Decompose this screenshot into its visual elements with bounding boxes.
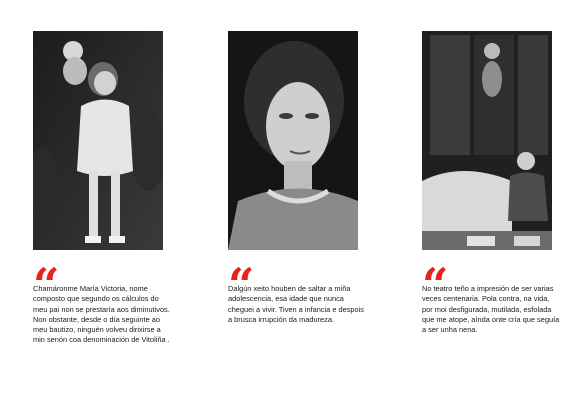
story-panel-2 (228, 0, 368, 400)
story-panel-3 (422, 0, 562, 400)
caption-text: Dalgún xeito houben de saltar a miña adolescencia, esa idade que nunca cheguei a vivir. Tiven a infancia e despois a brusca irrupción da madureza. (228, 284, 364, 324)
photo-child-with-doll (33, 31, 163, 250)
photo-young-woman-portrait (228, 31, 358, 250)
caption-text: Chamáronme María Victoria, nome composto que segundo os cálculos do meu pai non se prestaría aos diminutivos. Non obstante, desde o día seguinte ao meu bautizo, ninguén volveu dirixirse a min senón coa denominación de Vitoliña . (33, 284, 170, 345)
photo-woman-seated-interior (422, 31, 552, 250)
story-panel-1 (33, 0, 173, 400)
quote-mark: “ (228, 258, 255, 312)
caption-text: No teatro teño a impresión de ser varias veces centenaria. Pola contra, na vida, por moi desfigurada, mutilada, esfolada que me atope, aínda onte cría que seguía a ser unha nena. (422, 284, 560, 335)
quote-mark: “ (33, 258, 60, 312)
quote-mark: “ (422, 258, 449, 312)
